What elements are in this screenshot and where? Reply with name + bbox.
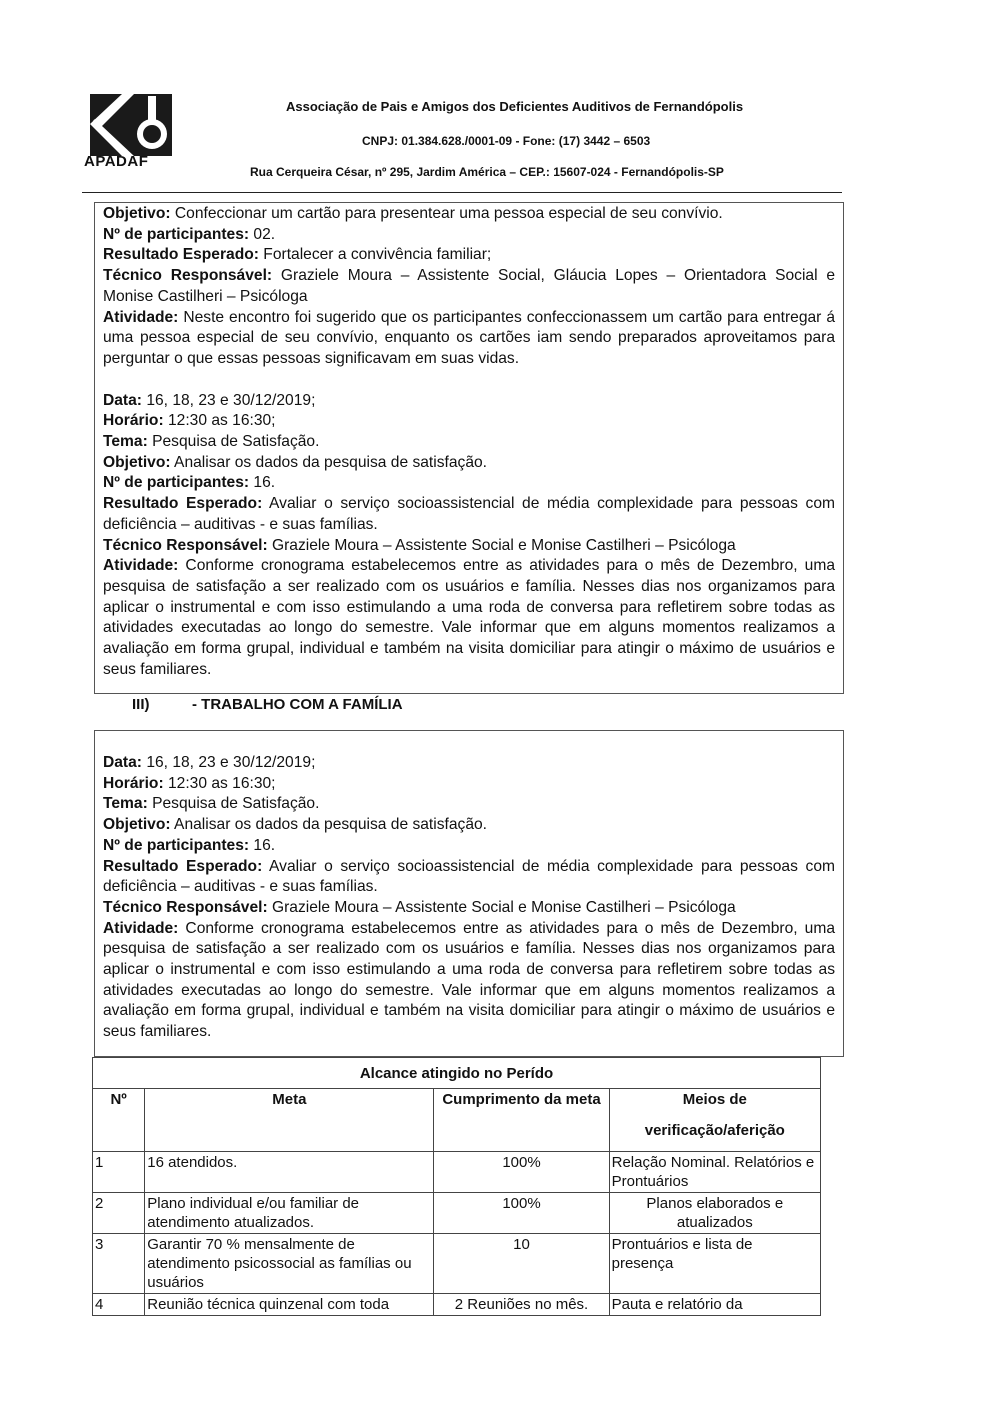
resultado-label: Resultado Esperado: [103, 246, 259, 264]
tema-value: Pesquisa de Satisfação. [147, 433, 320, 451]
data-value: 16, 18, 23 e 30/12/2019; [142, 754, 316, 771]
objetivo-value: Confeccionar um cartão para presentear uma pessoa especial de seu convívio. [170, 205, 723, 222]
cell-n: 1 [93, 1152, 145, 1193]
resultado2-line [103, 494, 835, 535]
objetivo-line [103, 815, 835, 836]
header-cumprimento: Cumprimento da meta [434, 1089, 609, 1152]
organization-address: Rua Cerqueira César, nº 295, Jardim América – CEP.: 15607-024 - Fernandópolis-SP [250, 165, 724, 179]
participantes-value: 02. [249, 225, 276, 243]
atividade2-line [103, 556, 835, 680]
objetivo-label: Objetivo: [103, 205, 171, 222]
resultado-label: Resultado Esperado: [103, 857, 263, 875]
atividade-label: Atividade: [103, 919, 179, 937]
atividade2-value: Conforme cronograma estabelecemos entre as atividades para o mês de Dezembro, uma pesquisa de satisfação a ser realizado com os usuários e família. Nesses dias nos organizamos para aplicar o instrumental e com isso estimulando a uma roda de conversa para refletirem sobre todas as atividades executadas ao longo do semestre. Vale informar que em alguns momentos realizamos a avaliação em forma grupal, individual e também na visita domiciliar para atingir o máximo de usuários e seus familiares. [103, 557, 835, 678]
atividade-value: Neste encontro foi sugerido que os participantes confeccionassem um cartão para entregar á uma pessoa especial de seu convívio, enquanto os cartões iam sendo preparados aproveitamos para perguntar o que essas pessoas significavam em suas vidas. [103, 308, 835, 367]
atividade-line [103, 919, 835, 1043]
objetivo-label: Objetivo: [103, 816, 171, 834]
cell-meta: Reunião técnica quinzenal com toda [145, 1294, 434, 1316]
tecnico-label: Técnico Responsável: [103, 898, 268, 916]
table-caption: Alcance atingido no Perído [93, 1058, 821, 1089]
cell-n: 2 [93, 1193, 145, 1234]
horario-label: Horário: [103, 774, 164, 792]
header-meios [609, 1089, 820, 1152]
data-label: Data: [103, 754, 142, 771]
objetivo2-label: Objetivo: [103, 453, 171, 471]
atividade-line [103, 308, 835, 370]
activity-text-1 [103, 204, 835, 680]
participantes-line [103, 836, 835, 857]
tecnico-label: Técnico Responsável: [103, 267, 273, 285]
table-row [93, 1152, 821, 1193]
cell-meios: Relação Nominal. Relatórios e Prontuários [609, 1152, 820, 1193]
section-title [132, 696, 403, 713]
activity-text-2 [103, 753, 835, 1043]
atividade-value: Conforme cronograma estabelecemos entre as atividades para o mês de Dezembro, uma pesquisa de satisfação a ser realizado com os usuários e família. Nesses dias nos organizamos para aplicar o instrumental e com isso estimulando a uma roda de conversa para refletirem sobre todas as atividades executadas ao longo do semestre. Vale informar que em alguns momentos realizamos a avaliação em forma grupal, individual e também na visita domiciliar para atingir o máximo de usuários e seus familiares. [103, 919, 835, 1041]
cell-meta: Garantir 70 % mensalmente de atendimento psicossocial as famílias ou usuários [145, 1234, 434, 1294]
data-value: 16, 18, 23 e 30/12/2019; [142, 391, 316, 409]
header-meios-line2: verificação/aferição [644, 1122, 785, 1139]
participantes-value: 16. [249, 836, 276, 854]
cell-n: 3 [93, 1234, 145, 1294]
participantes-label: Nº de participantes: [103, 225, 250, 243]
tecnico-line [103, 266, 835, 307]
participantes-line [103, 225, 835, 246]
horario-value: 12:30 as 16:30; [163, 412, 276, 430]
data-line [103, 753, 835, 774]
atividade2-label: Atividade: [103, 557, 179, 575]
cell-meios: Prontuários e lista de presença [609, 1234, 820, 1294]
tecnico2-line [103, 536, 835, 557]
participantes2-line [103, 473, 835, 494]
header-meta: Meta [145, 1089, 434, 1152]
horario-label: Horário: [103, 412, 164, 430]
horario-line [103, 774, 835, 795]
tecnico2-label: Técnico Responsável: [103, 536, 268, 554]
tema-line [103, 794, 835, 815]
data-line [103, 391, 835, 412]
organization-name: Associação de Pais e Amigos dos Deficientes Auditivos de Fernandópolis [286, 99, 744, 114]
header-n: Nº [93, 1089, 145, 1152]
header-divider [82, 192, 842, 193]
objetivo-line [103, 204, 835, 225]
resultado-value: Avaliar o serviço socioassistencial de média complexidade para pessoas com deficiência – auditivas - e suas famílias. [103, 857, 835, 896]
section-number: III) [132, 696, 150, 713]
logo-text: APADAF [84, 153, 149, 170]
cell-cumprimento: 100% [434, 1193, 609, 1234]
objetivo2-line [103, 453, 835, 474]
results-table [92, 1057, 821, 1316]
cell-meios: Pauta e relatório da [609, 1294, 820, 1316]
table-row [93, 1294, 821, 1316]
table-row [93, 1234, 821, 1294]
resultado2-value: Avaliar o serviço socioassistencial de média complexidade para pessoas com deficiência – auditivas - e suas famílias. [103, 495, 835, 533]
cell-meta: Plano individual e/ou familiar de atendimento atualizados. [145, 1193, 434, 1234]
participantes2-value: 16. [249, 474, 276, 492]
table-header-row [93, 1089, 821, 1152]
cell-cumprimento: 2 Reuniões no mês. [434, 1294, 609, 1316]
participantes2-label: Nº de participantes: [103, 474, 250, 492]
table-caption-row [93, 1058, 821, 1089]
header-meios-line1: Meios de [682, 1091, 747, 1108]
organization-cnpj-phone: CNPJ: 01.384.628./0001-09 - Fone: (17) 3442 – 6503 [362, 134, 651, 148]
tecnico-value: Graziele Moura – Assistente Social, Gláucia Lopes – Orientadora Social e Monise Castilheri – Psicóloga [103, 267, 836, 305]
cell-cumprimento: 10 [434, 1234, 609, 1294]
cell-n: 4 [93, 1294, 145, 1316]
tema-value: Pesquisa de Satisfação. [147, 795, 320, 813]
horario-line [103, 411, 835, 432]
resultado-line [103, 857, 835, 898]
tema-line [103, 432, 835, 453]
cell-cumprimento: 100% [434, 1152, 609, 1193]
section-title-text: - TRABALHO COM A FAMÍLIA [192, 696, 403, 713]
cell-meios: Planos elaborados e atualizados [609, 1193, 820, 1234]
objetivo-value: Analisar os dados da pesquisa de satisfação. [170, 816, 487, 834]
objetivo2-value: Analisar os dados da pesquisa de satisfação. [170, 453, 487, 471]
tecnico-value: Graziele Moura – Assistente Social e Monise Castilheri – Psicóloga [267, 898, 736, 916]
cell-meta: 16 atendidos. [145, 1152, 434, 1193]
participantes-label: Nº de participantes: [103, 836, 250, 854]
resultado2-label: Resultado Esperado: [103, 495, 263, 513]
resultado-value: Fortalecer a convivência familiar; [258, 246, 492, 264]
horario-value: 12:30 as 16:30; [163, 774, 276, 792]
atividade-label: Atividade: [103, 308, 179, 326]
tema-label: Tema: [103, 433, 148, 451]
tecnico-line [103, 898, 835, 919]
data-label: Data: [103, 391, 142, 409]
table-row [93, 1193, 821, 1234]
resultado-line [103, 245, 835, 266]
tecnico2-value: Graziele Moura – Assistente Social e Monise Castilheri – Psicóloga [267, 536, 736, 554]
tema-label: Tema: [103, 795, 148, 813]
